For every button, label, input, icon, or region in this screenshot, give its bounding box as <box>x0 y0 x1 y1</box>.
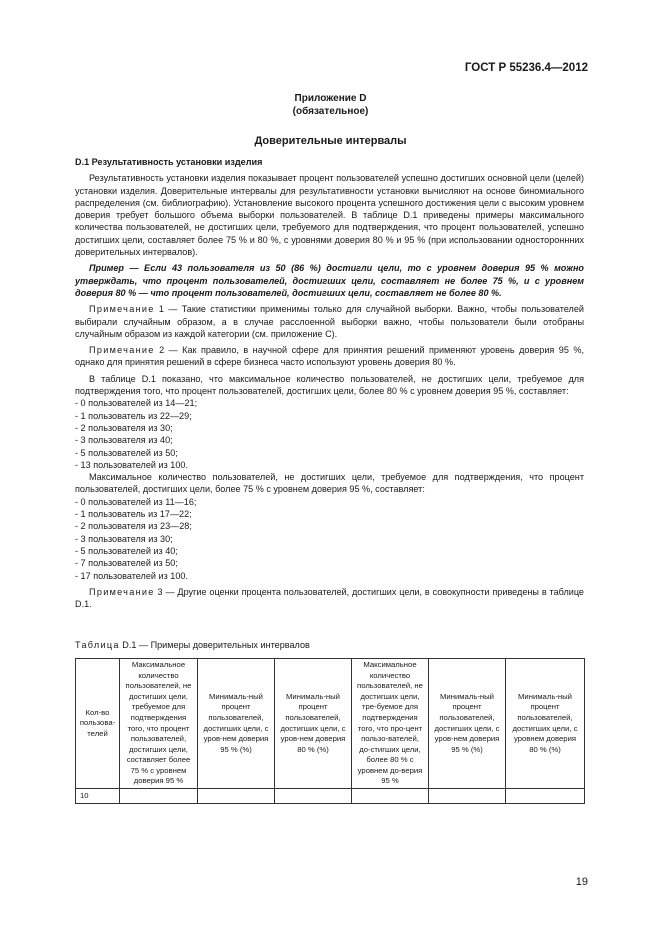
list-item: - 3 пользователя из 30; <box>75 533 173 544</box>
table-cell <box>198 789 275 804</box>
list-item: - 0 пользователей из 11—16; <box>75 496 197 507</box>
list-item: - 5 пользователей из 50; <box>75 447 178 458</box>
list-item: - 1 пользователь из 22—29; <box>75 410 192 421</box>
table-row <box>76 789 585 804</box>
header-min-pct-80-b: Минималь-ный процент пользователей, достигших цели, с уровнем доверия 80 % (%) <box>506 659 585 789</box>
table-caption-text: D.1 — Примеры доверительных интервалов <box>119 640 310 650</box>
subsection-heading: D.1 Результативность установки изделия <box>75 157 263 167</box>
table-cell <box>120 789 198 804</box>
note-1-text: 1 — Такие статистики применимы только для случайной выборки. Важно, чтобы пользователей выбирали случайным образом, а в случае расслоенной выборки важно, чтобы пользователи были отобраны случайным образом из каждой категории (см. приложение С). <box>75 304 584 339</box>
appendix-status: (обязательное) <box>292 106 369 117</box>
list-item: - 17 пользователей из 100. <box>75 570 188 581</box>
header-users-count: Кол-во пользова-телей <box>76 659 120 789</box>
list-item: - 3 пользователя из 40; <box>75 435 173 446</box>
note-3-label: Примечание <box>89 586 155 597</box>
note-2 <box>75 344 584 369</box>
header-min-pct-95: Минималь-ный процент пользователей, достигших цели, с уров-нем доверия 95 % (%) <box>198 659 275 789</box>
header-min-pct-80: Минималь-ный процент пользователей, достигших цели, с уров-нем доверия 80 % (%) <box>275 659 352 789</box>
standard-number: ГОСТ Р 55236.4—2012 <box>464 62 588 74</box>
header-min-pct-95-b: Минималь-ный процент пользователей, достигших цели, с уров-нем доверия 95 % (%) <box>429 659 506 789</box>
list-a-intro: В таблице D.1 показано, что максимальное количество пользователей, не достигших цели, требуемое для подтверждения того, что процент пользователей, достигших цели, более 80 % с уровнем доверия 95 %, составляет: <box>75 373 584 397</box>
table-header-row <box>76 659 585 789</box>
list-item: - 2 пользователя из 23—28; <box>75 521 192 532</box>
list-item: - 0 пользователей из 14—21; <box>75 398 198 409</box>
header-max-fail-80-95: Максимальное количество пользователей, не достигших цели, тре-буемое для подтверждения того, что про-цент пользо-вателей, до-стигших цели, более 80 % с уровнем до-верия 95 % <box>352 659 429 789</box>
example-paragraph: Пример — Если 43 пользователя из 50 (86 %) достигли цели, то с уровнем доверия 95 % можно утверждать, что процент пользователей, достигших цели, составляет не более 75 %, и с уровнем доверия 80 % — что процент пользователей, достигших цели, составляет не более 80 %. <box>75 263 584 298</box>
header-max-fail-75-95: Максимальное количество пользователей, не достигших цели, требуемое для подтверждения того, что процент пользователей, достигших цели, составляет более 75 % с уровнем доверия 95 % <box>120 659 198 789</box>
table-cell <box>275 789 352 804</box>
table-cell <box>429 789 506 804</box>
table-cell <box>506 789 585 804</box>
table-cell <box>352 789 429 804</box>
list-item: - 2 пользователя из 30; <box>75 422 173 433</box>
intro-paragraph: Результативность установки изделия показывает процент пользователей успешно достигших основной цели (целей) установки изделия. Доверительные интервалы для результативности установки вычисляют на основе биномиального распределения (см. библиографию). Установление высокого процента успешного достижения цели с высоким уровнем доверия требует большого объема выборки пользователей. В таблице D.1 приведены примеры максимального количества пользователей, не достигших цели, требуемого для подтверждения, что процент пользователей, успешно достигших цели, составляет более 75 % и 80 %, с уровнями доверия 80 % и 95 % (при использовании одностороннних доверительных интервалов). <box>75 173 584 258</box>
table-caption-label: Таблица <box>75 640 120 650</box>
list-b-intro: Максимальное количество пользователей, не достигших цели, требуемое для подтверждения, что процент пользователей, достигших цели, более 75 % с уровнем доверия 95 %, составляет: <box>75 472 584 495</box>
list-item: - 13 пользователей из 100. <box>75 459 188 470</box>
appendix-heading <box>0 92 661 118</box>
list-b <box>75 496 584 582</box>
list-item: - 1 пользователь из 17—22; <box>75 509 192 520</box>
page-number: 19 <box>575 876 588 888</box>
list-item: - 5 пользователей из 40; <box>75 545 178 556</box>
confidence-intervals-table <box>75 658 585 804</box>
document-body <box>75 156 584 610</box>
note-1-label: Примечание <box>89 304 155 315</box>
table-caption <box>75 640 310 650</box>
note-2-label: Примечание <box>89 345 155 356</box>
appendix-title: Приложение D <box>294 93 367 104</box>
note-1 <box>75 303 584 340</box>
list-a <box>75 397 584 471</box>
note-3 <box>75 586 584 611</box>
note-3-text: 3 — Другие оценки процента пользователей, достигших цели, в совокупности приведены в таблице D.1. <box>75 586 584 610</box>
note-2-text: 2 — Как правило, в научной сфере для принятия решений применяют уровень доверия 95 %, однако для принятия решений в сфере бизнеса часто используют уровень доверия 80 %. <box>75 345 584 368</box>
list-item: - 7 пользователей из 50; <box>75 558 178 569</box>
section-title: Доверительные интервалы <box>254 135 407 147</box>
table-cell: 10 <box>76 789 120 804</box>
